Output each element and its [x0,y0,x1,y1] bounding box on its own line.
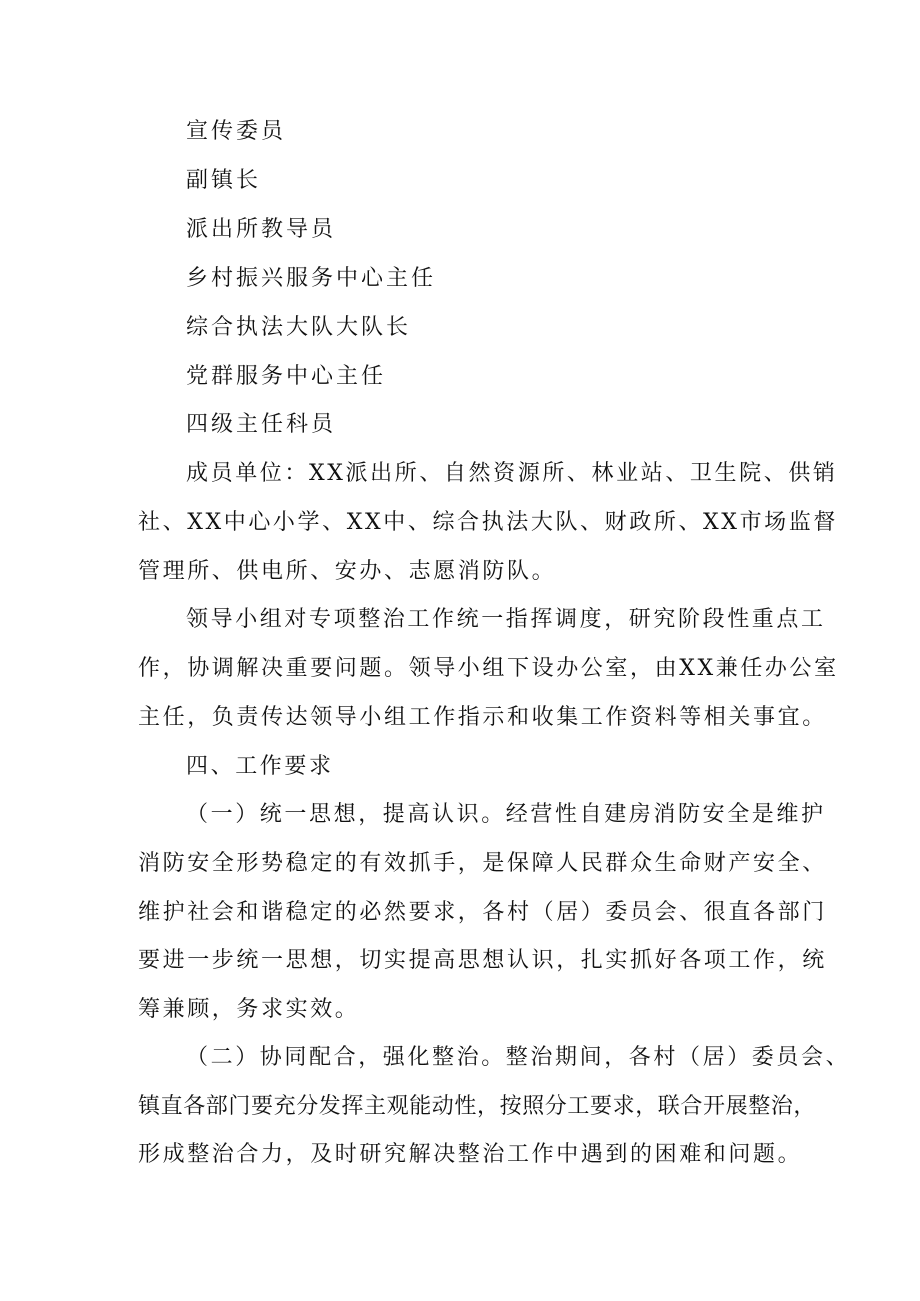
paragraph-line: 要进一步统一思想，切实提高思想认识，扎实抓好各项工作，统 [138,948,827,973]
role-item: 乡村振兴服务中心主任 [186,266,437,291]
paragraph-line: 消防安全形势稳定的有效抓手，是保障人民群众生命财产安全、 [138,851,827,876]
paragraph-line: 成员单位：XX派出所、自然资源所、林业站、卫生院、供销 [186,461,838,486]
paragraph-line: 管理所、供电所、安办、志愿消防队。 [138,559,557,584]
paragraph-line: 领导小组对专项整治工作统一指挥调度，研究阶段性重点工 [186,607,826,632]
role-item: 综合执法大队大队长 [186,315,412,340]
role-item: 四级主任科员 [186,412,337,437]
paragraph-line: 镇直各部门要充分发挥主观能动性，按照分工要求，联合开展整治， [138,1094,817,1119]
paragraph-line: 主任，负责传达领导小组工作指示和收集工作资料等相关事宜。 [138,705,827,730]
paragraph-line: 作，协调解决重要问题。领导小组下设办公室，由XX兼任办公室 [138,656,839,681]
role-item: 党群服务中心主任 [186,364,387,389]
paragraph-line: 维护社会和谐稳定的必然要求，各村（居）委员会、很直各部门 [138,900,827,925]
paragraph-line: （二）协同配合，强化整治。整治期间，各村（居）委员会、 [186,1045,851,1070]
paragraph-line: 筹兼顾，务求实效。 [138,997,360,1022]
paragraph-line: 社、XX中心小学、XX中、综合执法大队、财政所、XX市场监督 [138,510,838,535]
role-item: 宣传委员 [186,119,287,144]
paragraph-line: （一）统一思想，提高认识。经营性自建房消防安全是维护 [186,802,826,827]
paragraph-line: 形成整治合力，及时研究解决整治工作中遇到的困难和问题。 [138,1142,803,1167]
role-item: 派出所教导员 [186,217,337,242]
role-item: 副镇长 [186,168,262,193]
section-heading: 四、工作要求 [186,754,334,779]
